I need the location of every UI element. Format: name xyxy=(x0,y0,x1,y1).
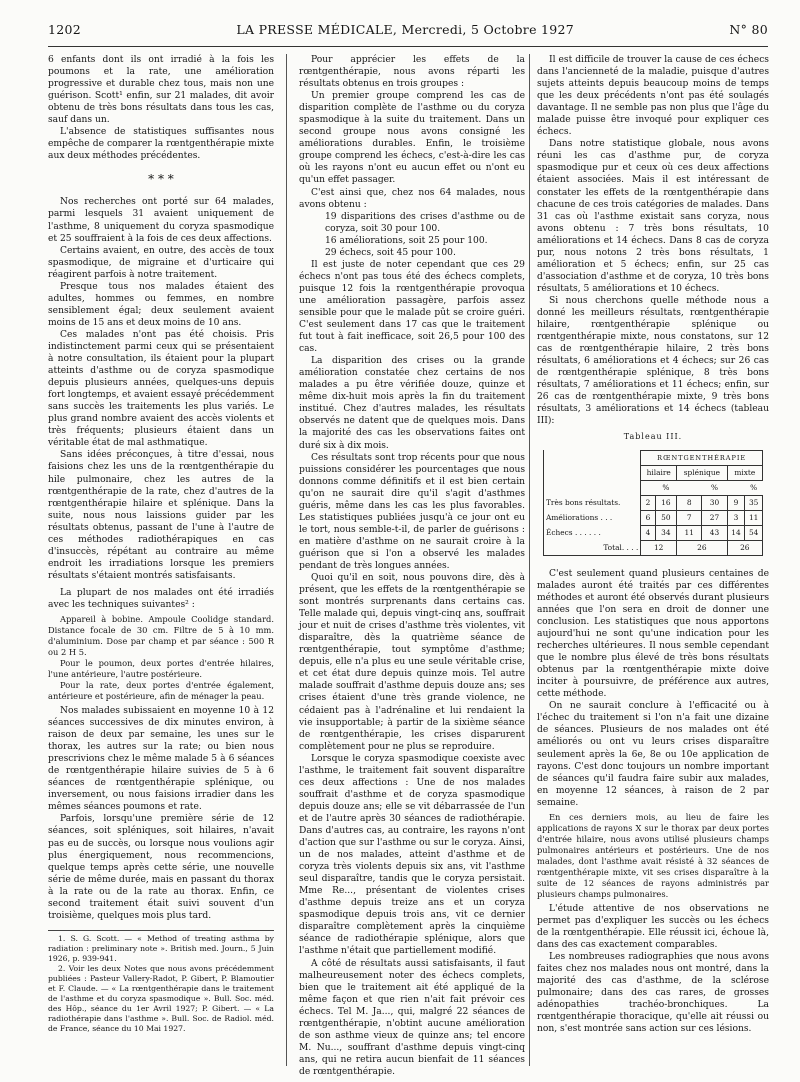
table-cell xyxy=(641,480,655,495)
table-cell: 27 xyxy=(702,510,727,525)
table-cell: 11 xyxy=(677,525,702,540)
row-label: Échecs . . . . . . xyxy=(544,525,641,540)
paragraph: Nos recherches ont porté sur 64 malades, parmi lesquels 31 avaient uniquement de l'asthme, 8 uniquement du coryza spasmodique et 25 souffraient à la fois de ces deux affections. xyxy=(48,197,274,244)
table-cell: 30 xyxy=(702,495,727,510)
results-table xyxy=(543,450,763,556)
page-number: 1202 xyxy=(48,22,82,37)
paragraph: On ne saurait conclure à l'efficacité ou à l'échec du traitement si l'on n'a fait une dizaine de séances. Plusieurs de nos malades ont été améliorés ou ont vu leurs crises disparaître seulement après la 6e, 8e ou 10e application de rayons. C'est donc toujours un nombre important de séances qu'il faudra faire subir aux malades, en moyenne 12 séances, à raison de 2 par semaine. xyxy=(537,701,769,808)
table-corner xyxy=(544,465,641,480)
table-cell: 6 xyxy=(641,510,655,525)
technique-text: Appareil à bobine. Ampoule Coolidge standard. Distance focale de 30 cm. Filtre de 5 à 10 mm. d'aluminium. Dose par champ et par séance : 500 R ou 2 H 5. xyxy=(48,614,274,658)
results-list xyxy=(299,211,525,259)
column-2 xyxy=(299,54,525,1078)
footnote: 1. S. G. Scott. — « Method of treating asthma by radiation : preliminary note ». British med. Journ., 5 Juin 1926, p. 939-941. xyxy=(48,933,274,963)
paragraph: L'étude attentive de nos observations ne permet pas d'expliquer les succès ou les échecs de la rœntgenthérapie. Elle réussit ici, échoue là, dans des cas exactement comparables. xyxy=(537,903,769,950)
table-caption: Tableau III. xyxy=(623,432,683,442)
total-cell: 26 xyxy=(677,540,728,555)
paragraph: Un premier groupe comprend les cas de disparition complète de l'asthme ou du coryza spasmodique à la suite du traitement. Dans un second groupe nous avons consigné les améliorations durables. Enfin, le troisième groupe comprend les échecs, c'est-à-dire les cas où les rayons n'ont eu aucun effet ou n'ont eu qu'un effet passager. xyxy=(299,91,525,186)
table-cell: 7 xyxy=(677,510,702,525)
row-label: Total. . . . xyxy=(544,540,641,555)
paragraph: Sans idées préconçues, à titre d'essai, nous faisions chez les uns de la rœntgenthérapie du hile pulmonaire, chez les autres de la rœntgenthérapie de la rate, chez d'autres de la rœntgenthérapie hilaire et splénique. Dans la suite, nous nous laissions guider par les résultats obtenus, passant de l'une à l'autre de ces méthodes radiothérapiques en cas d'insuccès, répétant au contraire au même endroit les irradiations lorsque les premiers résultats s'étaient montrés satisfaisants. xyxy=(48,450,274,581)
paragraph: Ces malades n'ont pas été choisis. Pris indistinctement parmi ceux qui se présentaient à notre consultation, ils étaient pour la plupart atteints d'asthme ou de coryza spasmodique depuis plusieurs années, quelques-uns depuis fort longtemps, et avaient essayé précédemment sans succès les traitements les plus variés. Le plus grand nombre avaient des accès violents et très fréquents; plusieurs étaient dans un véritable état de mal asthmatique. xyxy=(48,329,275,449)
page-header xyxy=(48,22,768,44)
table-cell: 35 xyxy=(745,495,763,510)
paragraph: Lorsque le coryza spasmodique coexiste avec l'asthme, le traitement fait souvent disparaître ces deux affections : Une de nos malades souffrait d'asthme et de coryza spasmodique depuis douze ans; elle se vit débarrassée de l'un et de l'autre après 30 séances de radiothérapie. Dans d'autres cas, au contraire, les rayons n'ont d'action que sur l'asthme ou sur le coryza. Ainsi, un de nos malades, atteint d'asthme et de coryza très violents depuis six ans, vit l'asthme seul disparaître, tandis que le coryza persistait. Mme Re..., présentant de violentes crises d'asthme depuis treize ans et un coryza spasmodique depuis trois ans, vit ce dernier disparaître complètement après la cinquième séance de radiothérapie splénique, alors que l'asthme n'était que partiellement modifié. xyxy=(299,753,525,957)
row-label: Très bons résultats. xyxy=(544,495,641,510)
list-item: 29 échecs, soit 45 pour 100. xyxy=(325,247,456,258)
technique-text: Pour la rate, deux portes d'entrée également, antérieure et postérieure, afin de ménager la peau. xyxy=(48,680,274,702)
paragraph: Parfois, lorsqu'une première série de 12 séances, soit spléniques, soit hilaires, n'avait pas eu de succès, ou lorsque nous voulions agir plus énergiquement, nous recommencions, quelque temps après cette série, une nouvelle série de même durée, mais en passant du thorax à la rate ou de la rate au thorax. Enfin, ce second traitement était suivi souvent d'un troisième, quelques mois plus tard. xyxy=(48,814,274,921)
row-label: Améliorations . . . xyxy=(544,510,641,525)
paragraph: Pour apprécier les effets de la rœntgenthérapie, nous avons réparti les résultats obtenus en trois groupes : xyxy=(299,55,525,90)
column-3 xyxy=(537,54,769,1035)
column-header: splénique xyxy=(677,465,728,480)
table-cell: 11 xyxy=(745,510,763,525)
paragraph: C'est seulement quand plusieurs centaines de malades auront été traités par ces différentes méthodes et auront été observés durant plusieurs années que l'on sera en droit de donner une conclusion. Les statistiques que nous apportons aujourd'hui ne sont qu'une indication pour les recherches ultérieures. Il nous semble cependant que le nombre plus élevé de très bons résultats obtenus par la rœntgenthérapie mixte doive inciter à poursuivre, de préférence aux autres, cette méthode. xyxy=(537,568,769,700)
table-cell: 54 xyxy=(745,525,763,540)
table-cell: 50 xyxy=(655,510,676,525)
table-cell: 9 xyxy=(727,495,745,510)
section-separator: * * * xyxy=(148,172,174,187)
list-item: 16 améliorations, soit 25 pour 100. xyxy=(325,235,488,246)
paragraph: La plupart de nos malades ont été irradiés avec les techniques suivantes² : xyxy=(48,587,274,610)
issue-number: N° 80 xyxy=(729,22,768,37)
header-rule xyxy=(48,46,768,47)
table-row xyxy=(544,495,763,510)
table-cell xyxy=(677,480,702,495)
journal-date: LA PRESSE MÉDICALE, Mercredi, 5 Octobre 1927 xyxy=(236,22,575,37)
small-text: En ces derniers mois, au lieu de faire les applications de rayons X sur le thorax par deux portes d'entrée hilaire, nous avons utilisé plusieurs champs pulmonaires antérieurs et postérieurs. Une de nos malades, dont l'asthme avait résisté à 32 séances de rœntgenthérapie mixte, vit ses crises disparaître à la suite de 12 séances de rayons administrés par plusieurs champs pulmonaires. xyxy=(537,811,769,899)
table-corner xyxy=(544,450,641,465)
paragraph: La disparition des crises ou la grande amélioration constatée chez certains de nos malades a pu être vérifiée douze, quinze et même dix-huit mois après la fin du traitement institué. Chez d'autres malades, les résultats observés ne datent que de quelques mois. Dans la majorité des cas les observations faites ont duré six à dix mois. xyxy=(299,356,525,451)
paragraph: Quoi qu'il en soit, nous pouvons dire, dès à présent, que les effets de la rœntgenthérapie se sont montrés surprenants dans certains cas. Telle malade qui, depuis vingt-cinq ans, souffrait jour et nuit de crises d'asthme très violentes, vit disparaître, dès la quatrième séance de rœntgenthérapie, tout symptôme d'asthme; depuis, elle n'a plus eu une seule véritable crise, et cet état dure depuis quinze mois. Tel autre malade souffrait d'asthme depuis douze ans; ses crises étaient d'une très grande violence, ne cédaient pas à l'adrénaline et lui rendaient la vie insupportable; à partir de la sixième séance de rœntgenthérapie, les crises disparurent complètement pour ne plus se reproduire. xyxy=(299,573,525,752)
table-cell xyxy=(727,480,745,495)
column-divider xyxy=(286,54,287,1066)
footnotes xyxy=(48,930,274,1034)
paragraph: Certains avaient, en outre, des accès de toux spasmodique, de migraine et d'urticaire qui réagirent parfois à notre traitement. xyxy=(48,245,274,280)
paragraph: 6 enfants dont ils ont irradié à la fois les poumons et la rate, une amélioration progressive et durable chez tous, mais non une guérison. Scott¹ enfin, sur 21 malades, dit avoir obtenu de très bons résultats dans tous les cas, sauf dans un. xyxy=(48,55,274,126)
table-row xyxy=(544,510,763,525)
paragraph: Les nombreuses radiographies que nous avons faites chez nos malades nous ont montré, dans la majorité des cas d'asthme, de la sclérose pulmonaire; dans des cas rares, de grosses adénopathies trachéo-bronchiques. La rœntgenthérapie thoracique, qu'elle ait réussi ou non, s'est montrée sans action sur ces lésions. xyxy=(537,951,769,1035)
paragraph: Dans notre statistique globale, nous avons réuni les cas d'asthme pur, de coryza spasmodique pur et ceux où ces deux affections étaient associées. Mais il est intéressant de constater les effets de la rœntgenthérapie dans chacune de ces trois catégories de malades. Dans 31 cas où l'asthme existait sans coryza, nous avons obtenu : 7 très bons résultats, 10 améliorations et 14 échecs. Dans 8 cas de coryza pur, nous notons 2 très bons résultats, 1 amélioration et 5 échecs; enfin, sur 25 cas d'association d'asthme et de coryza, 10 très bons résultats, 5 améliorations et 10 échecs. xyxy=(537,139,769,294)
paragraph: Ces résultats sont trop récents pour que nous puissions considérer les pourcentages que nous donnons comme définitifs et il est bien certain qu'on ne saurait dire qu'il s'agit d'asthmes guéris, même dans les cas les plus favorables. Les statistiques publiées jusqu'à ce jour ont eu le tort, nous semble-t-il, de parler de guérisons : en matière d'asthme on ne saurait croire à la guérison que si l'on a observé les malades pendant de très longues années. xyxy=(299,452,525,571)
small-print xyxy=(537,812,769,900)
column-header: hilaire xyxy=(641,465,677,480)
table-cell: 8 xyxy=(677,495,702,510)
column-divider xyxy=(529,54,530,1066)
pct-header: % xyxy=(710,482,718,492)
pct-header: % xyxy=(750,482,758,492)
table-row xyxy=(544,525,763,540)
paragraph: C'est ainsi que, chez nos 64 malades, nous avons obtenu : xyxy=(299,187,525,210)
column-1 xyxy=(48,54,274,1034)
table-cell: 14 xyxy=(727,525,745,540)
column-header: mixte xyxy=(727,465,762,480)
table-group-header: RŒNTGENTHÉRAPIE xyxy=(641,450,763,465)
list-item: 19 disparitions des crises d'asthme ou de coryza, soit 30 pour 100. xyxy=(325,211,525,234)
total-cell: 12 xyxy=(641,540,677,555)
table-row xyxy=(544,540,763,555)
table-cell: 34 xyxy=(655,525,676,540)
table-corner xyxy=(544,480,641,495)
paragraph: L'absence de statistiques suffisantes nous empêche de comparer la rœntgenthérapie mixte aux deux méthodes précédentes. xyxy=(48,127,274,162)
total-cell: 26 xyxy=(727,540,762,555)
technique-text: Pour le poumon, deux portes d'entrée hilaires, l'une antérieure, l'autre postérieure. xyxy=(48,658,274,680)
technique-block xyxy=(48,614,274,702)
paragraph: Presque tous nos malades étaient des adultes, hommes ou femmes, en nombre sensiblement égal; deux seulement avaient moins de 15 ans et deux moins de 10 ans. xyxy=(48,281,274,328)
table-cell: 2 xyxy=(641,495,655,510)
paragraph: Il est juste de noter cependant que ces 29 échecs n'ont pas tous été des échecs complets, puisque 12 fois la rœntgenthérapie provoqua une amélioration passagère, parfois assez sensible pour que le malade pût se croire guéri. C'est seulement dans 17 cas que le traitement fut tout à fait inefficace, soit 26,5 pour 100 des cas. xyxy=(299,259,525,355)
paragraph: Il est difficile de trouver la cause de ces échecs dans l'ancienneté de la maladie, puisque d'autres sujets atteints depuis beaucoup moins de temps que les deux précédents n'ont pas été soulagés davantage. Il ne semble pas non plus que l'âge du malade puisse être invoqué pour expliquer ces échecs. xyxy=(537,55,769,138)
table-cell: 16 xyxy=(655,495,676,510)
table-cell: 3 xyxy=(727,510,745,525)
paragraph: Nos malades subissaient en moyenne 10 à 12 séances successives de dix minutes environ, à raison de deux par semaine, les unes sur le thorax, les autres sur la rate; ou bien nous prescrivions chez le même malade 5 à 6 séances de rœntgenthérapie hilaire suivies de 5 à 6 séances de rœntgenthérapie splénique, ou inversement, ou nous faisions irradier dans les mêmes séances poumons et rate. xyxy=(48,706,274,813)
paragraph: Si nous cherchons quelle méthode nous a donné les meilleurs résultats, rœntgenthérapie hilaire, rœntgenthérapie splénique ou rœntgenthérapie mixte, nous constatons, sur 12 cas de rœntgenthérapie hilaire, 2 très bons résultats, 6 améliorations et 4 échecs; sur 26 cas de rœntgenthérapie splénique, 8 très bons résultats, 7 améliorations et 11 échecs; enfin, sur 26 cas de rœntgenthérapie mixte, 9 très bons résultats, 3 améliorations et 14 échecs (tableau III): xyxy=(537,295,769,427)
table-cell: 4 xyxy=(641,525,655,540)
footnote: 2. Voir les deux Notes que nous avons précédemment publiées : Pasteur Vallery-Radot, P. Gibert, P. Blamoutier et F. Claude. — « La rœntgenthérapie dans le traitement de l'asthme et du coryza spasmodique ». Bull. Soc. méd. des Hôp., séance du 1er Avril 1927; P. Gibert. — « La radiothérapie dans l'asthme ». Bull. Soc. de Radiol. méd. de France, séance du 10 Mai 1927. xyxy=(48,963,274,1033)
paragraph: A côté de résultats aussi satisfaisants, il faut malheureusement noter des échecs complets, bien que le traitement ait été appliqué de la même façon et que rien n'ait fait prévoir ces échecs. Tel M. Ja..., qui, malgré 22 séances de rœntgenthérapie, n'obtint aucune amélioration de son asthme vieux de quinze ans; tel encore M. Nu..., souffrant d'asthme depuis vingt-cinq ans, qui ne retira aucun bienfait de 11 séances de rœntgenthérapie. xyxy=(299,958,525,1077)
table-cell: 43 xyxy=(702,525,727,540)
pct-header: % xyxy=(662,482,670,492)
